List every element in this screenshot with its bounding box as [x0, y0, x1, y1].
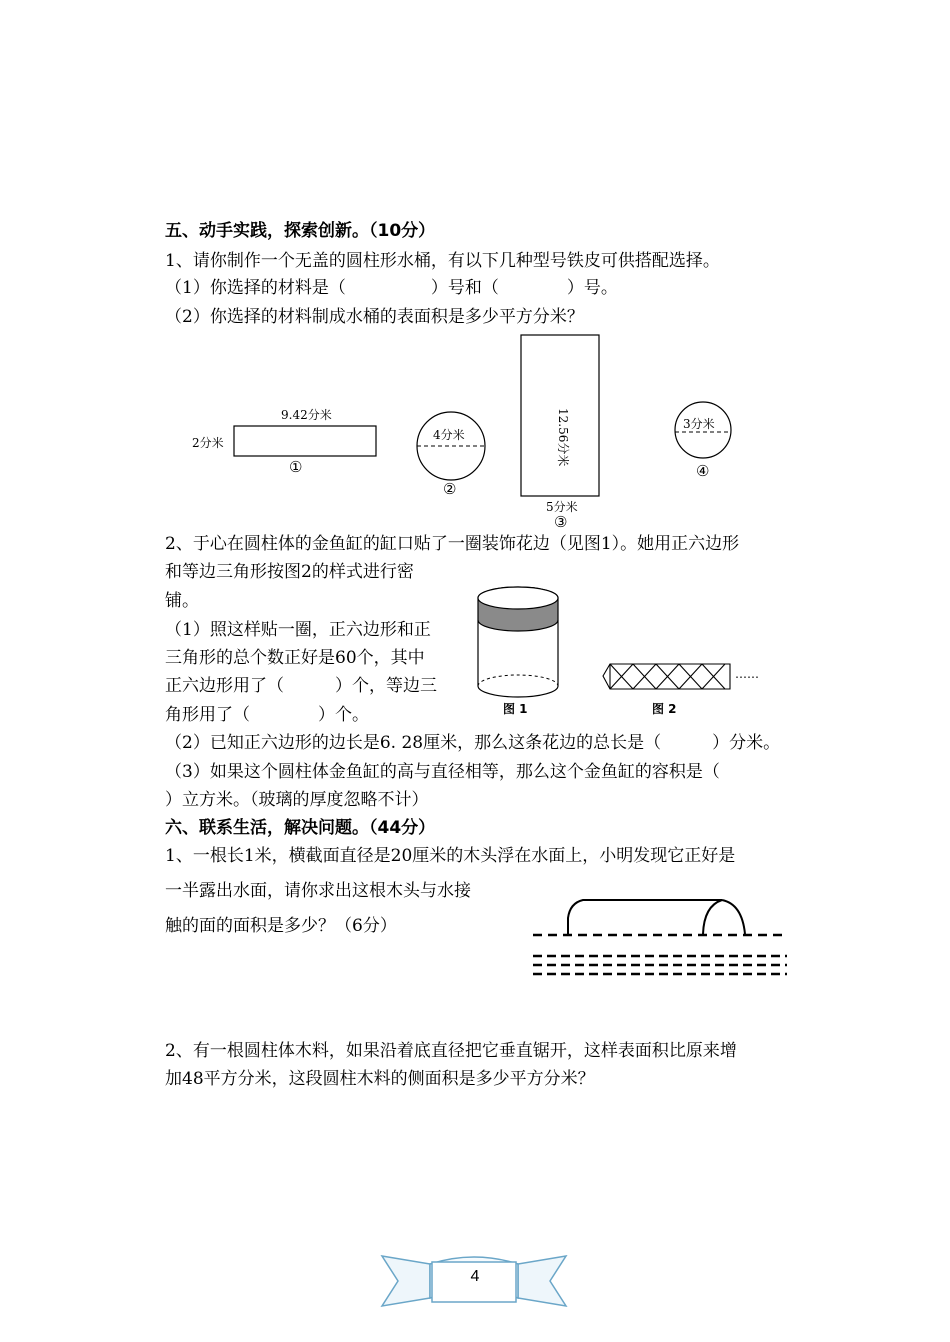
shape-4-label: 3分米: [683, 417, 715, 431]
question-5-2-sub3-line2: ）立方米。（玻璃的厚度忽略不计）: [165, 790, 429, 810]
question-6-1-line1: 1、一根长1米，横截面直径是20厘米的木头浮在水面上，小明发现它正好是: [165, 846, 736, 866]
shape-1-rectangle: [234, 426, 376, 456]
shape-3-bottom-label: 5分米: [546, 500, 578, 514]
figure-2-caption: 图 2: [652, 702, 677, 716]
question-5-1-sub1: （1）你选择的材料是（ ）号和（ ）号。: [165, 278, 618, 298]
shape-3-number: ③: [554, 513, 568, 531]
shape-1-top-label: 9.42分米: [281, 408, 332, 422]
question-5-2-sub1-line4: 角形用了（ ）个。: [165, 705, 369, 725]
question-6-2-line2: 加48平方分米，这段圆柱木料的侧面积是多少平方分米？: [165, 1069, 595, 1089]
question-5-1: 1、请你制作一个无盖的圆柱形水桶，有以下几种型号铁皮可供搭配选择。: [165, 251, 720, 271]
question-5-2-sub1-line1: （1）照这样贴一圈，正六边形和正: [165, 620, 431, 640]
question-6-2-line1: 2、有一根圆柱体木料，如果沿着底直径把它垂直锯开，这样表面积比原来增: [165, 1041, 737, 1061]
shape-1-number: ①: [289, 458, 303, 476]
shape-3-side-label: 12.56分米: [556, 408, 570, 467]
question-5-2-sub1-line3: 正六边形用了（ ）个，等边三: [165, 676, 437, 696]
question-6-1-line3: 触的面的面积是多少？（6分）: [165, 916, 397, 936]
floating-log-figure: [568, 900, 745, 934]
question-5-2-line1: 2、于心在圆柱体的金鱼缸的缸口贴了一圈装饰花边（见图1）。她用正六边形: [165, 534, 740, 554]
page-number: 4: [470, 1268, 480, 1285]
shape-4-number: ④: [696, 462, 710, 480]
tiling-ellipsis: ……: [735, 667, 759, 681]
question-5-2-sub1-line2: 三角形的总个数正好是60个，其中: [165, 648, 425, 668]
question-5-2-sub2: （2）已知正六边形的边长是6. 28厘米，那么这条花边的总长是（ ）分米。: [165, 733, 781, 753]
question-5-2-sub3-line1: （3）如果这个圆柱体金鱼缸的高与直径相等，那么这个金鱼缸的容积是（: [165, 762, 720, 782]
section-5-title: 五、动手实践，探索创新。（10分）: [165, 221, 436, 241]
tiling-figure-2: [603, 664, 730, 689]
shape-1-left-label: 2分米: [192, 436, 224, 450]
question-6-1-line2: 一半露出水面，请你求出这根木头与水接: [165, 881, 471, 901]
fishbowl-figure-1: [478, 587, 558, 697]
section-6-title: 六、联系生活，解决问题。（44分）: [165, 818, 436, 838]
shape-2-number: ②: [443, 480, 457, 498]
question-5-1-sub2: （2）你选择的材料制成水桶的表面积是多少平方分米？: [165, 307, 584, 327]
question-5-2-line2: 和等边三角形按图2的样式进行密: [165, 562, 414, 582]
water-surface: [533, 935, 787, 974]
shape-2-label: 4分米: [433, 428, 465, 442]
question-5-2-line3: 铺。: [165, 591, 199, 611]
figure-1-caption: 图 1: [503, 702, 528, 716]
